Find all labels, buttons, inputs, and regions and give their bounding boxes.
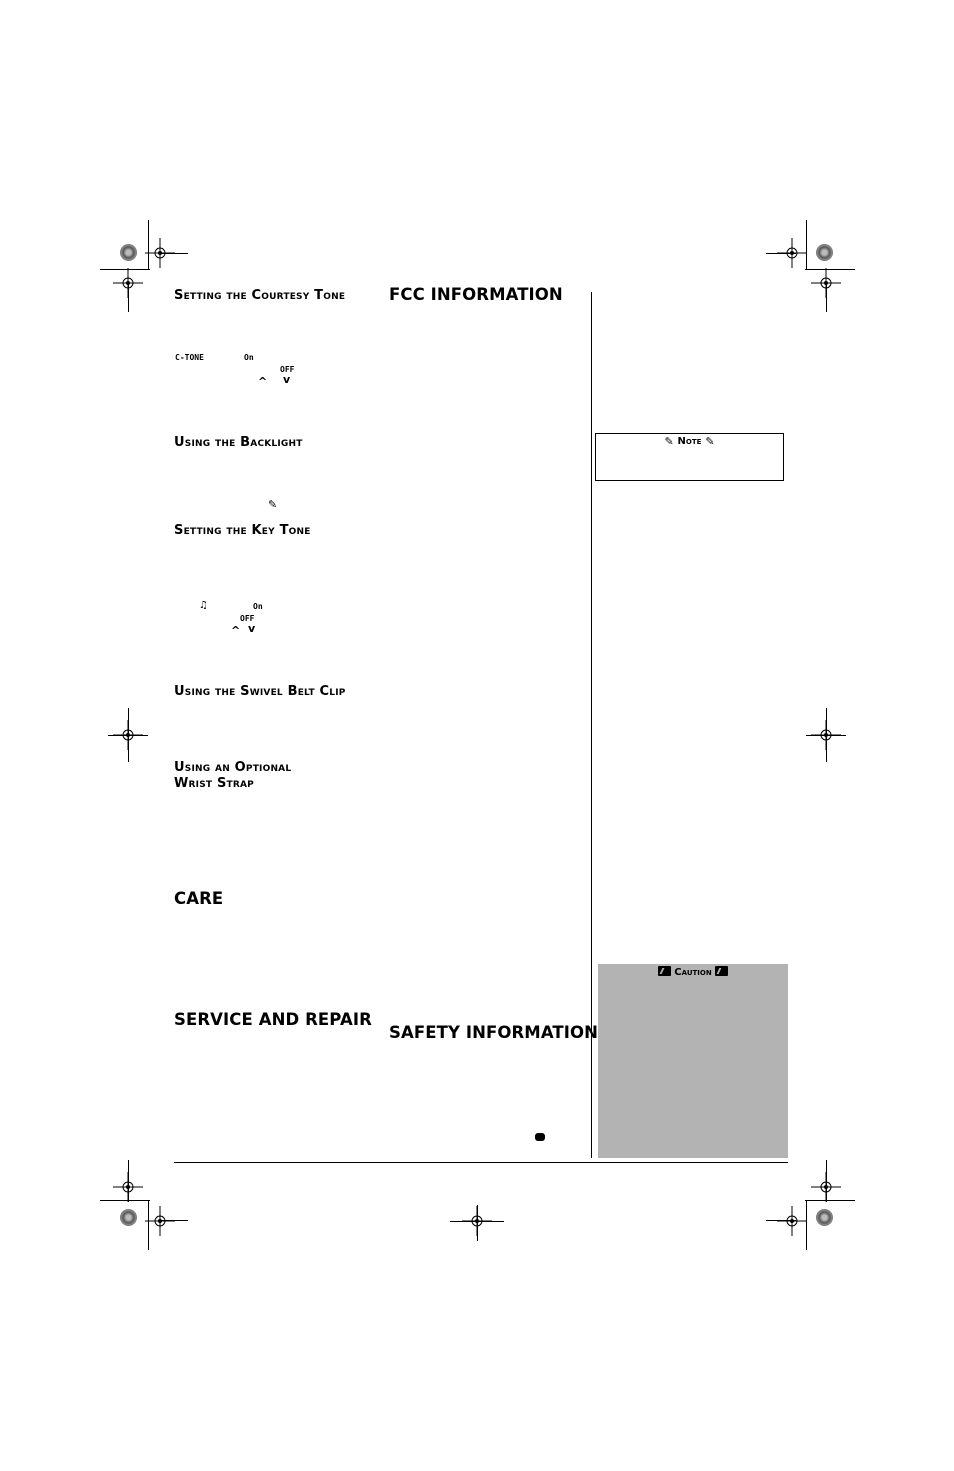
footer-rule (174, 1162, 788, 1163)
caution-hand-icon (715, 966, 728, 976)
note-box (595, 433, 784, 481)
note-pencil-icon: ✎ (705, 435, 715, 448)
heading-wrist-strap-line1: Using an Optional (174, 760, 292, 775)
caution-hand-icon (658, 966, 671, 976)
lcd-off-label: OFF (280, 365, 295, 374)
up-arrow-icon: ^ (258, 375, 268, 388)
lcd-on-label: On (253, 602, 263, 611)
caution-box (598, 964, 788, 1158)
end-of-section-icon (535, 1133, 545, 1141)
note-pencil-icon: ✎ (664, 435, 674, 448)
lcd-on-label: On (244, 353, 254, 362)
heading-care: CARE (174, 889, 224, 908)
note-pencil-icon: ✎ (268, 498, 278, 511)
registration-disk-icon (816, 1209, 833, 1226)
caution-label: Caution (674, 967, 712, 978)
up-arrow-icon: ^ (231, 624, 241, 637)
music-note-icon: ♫ (199, 600, 208, 611)
heading-swivel-belt-clip: Using the Swivel Belt Clip (174, 684, 346, 699)
crosshair-icon (145, 1206, 175, 1236)
heading-fcc-information: FCC INFORMATION (389, 285, 563, 304)
heading-backlight: Using the Backlight (174, 435, 303, 450)
crosshair-icon (777, 1206, 807, 1236)
heading-courtesy-tone: Setting the Courtesy Tone (174, 288, 346, 303)
registration-disk-icon (120, 244, 137, 261)
down-arrow-icon: v (283, 373, 291, 386)
note-title (596, 436, 783, 447)
registration-disk-icon (120, 1209, 137, 1226)
caution-title (598, 966, 788, 978)
note-label: Note (677, 436, 702, 447)
heading-service-repair: SERVICE AND REPAIR (174, 1010, 372, 1029)
lcd-ctone-label: C-TONE (175, 353, 204, 362)
down-arrow-icon: v (248, 622, 256, 635)
heading-safety-information: SAFETY INFORMATION (389, 1023, 599, 1042)
heading-key-tone: Setting the Key Tone (174, 523, 311, 538)
lcd-off-label: OFF (240, 614, 255, 623)
heading-wrist-strap-line2: Wrist Strap (174, 776, 254, 791)
registration-disk-icon (816, 244, 833, 261)
